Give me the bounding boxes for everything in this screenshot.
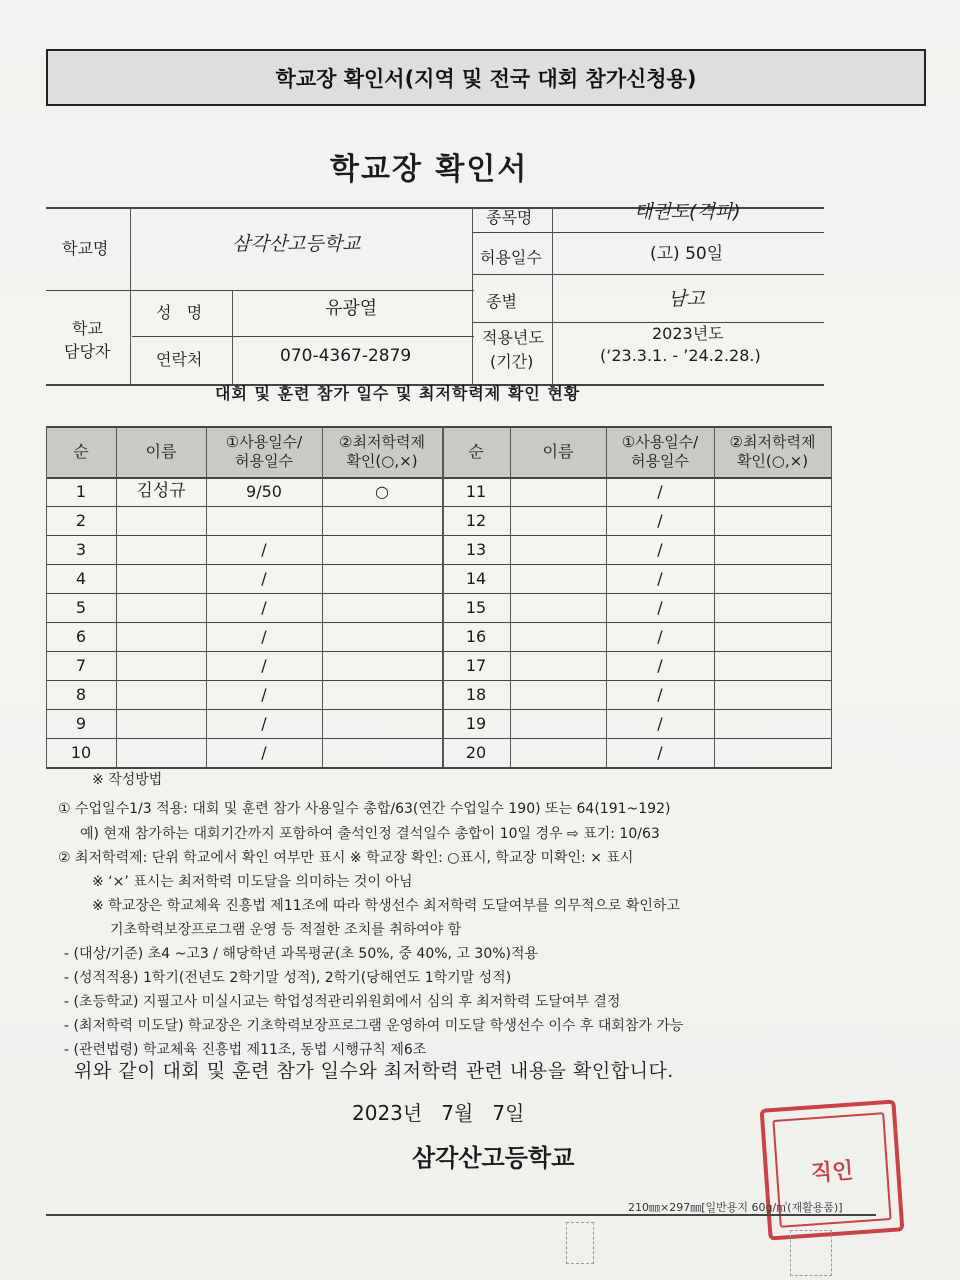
table-cell-days: / bbox=[657, 482, 663, 501]
table-cell-confirm bbox=[714, 739, 831, 767]
table-cell-confirm bbox=[322, 710, 442, 738]
section-title: 대회 및 훈련 참가 일수 및 최저학력제 확인 현황 bbox=[215, 384, 581, 403]
table-cell-name bbox=[116, 739, 206, 767]
year-label-2: (기간) bbox=[490, 352, 534, 371]
table-cell-no: 11 bbox=[465, 482, 487, 501]
table-cell-confirm bbox=[714, 710, 831, 738]
table-cell-days: / bbox=[657, 743, 663, 762]
manager-label-2: 담당자 bbox=[64, 342, 111, 361]
signature-school-name: 삼각산고등학교 bbox=[412, 1144, 575, 1172]
col-header-name: 이름 bbox=[145, 442, 177, 461]
col-header-days bbox=[206, 427, 322, 477]
table-cell-name bbox=[510, 652, 606, 680]
allowed-days-label: 허용일수 bbox=[480, 248, 542, 267]
table-cell-no: 8 bbox=[75, 685, 87, 704]
table-cell-days: / bbox=[261, 569, 267, 588]
table-cell-confirm bbox=[322, 681, 442, 709]
note-line: - (최저학력 미도달) 학교장은 기초학력보장프로그램 운영하여 미도달 학생선수 이수 후 대회참가 가능 bbox=[64, 1018, 684, 1034]
school-name: 삼각산고등학교 bbox=[232, 233, 361, 255]
table-cell-days: / bbox=[657, 569, 663, 588]
table-cell-confirm bbox=[714, 478, 831, 506]
col-header-days-right-line1: ①사용일수/ bbox=[621, 433, 699, 452]
note-line: ※ ‘×’ 표시는 최저학력 미도달을 의미하는 것이 아님 bbox=[92, 874, 413, 890]
table-cell-days: / bbox=[261, 598, 267, 617]
table-cell-days: / bbox=[261, 540, 267, 559]
table-cell-no: 13 bbox=[465, 540, 487, 559]
table-cell-confirm bbox=[714, 565, 831, 593]
category-label: 종별 bbox=[486, 292, 517, 311]
table-cell-days: / bbox=[657, 685, 663, 704]
table-cell-confirm bbox=[714, 652, 831, 680]
table-cell-name bbox=[116, 652, 206, 680]
table-cell-days: / bbox=[261, 685, 267, 704]
table-cell-no: 10 bbox=[70, 743, 92, 762]
note-line: 기초학력보장프로그램 운영 등 적절한 조치를 취하여야 함 bbox=[110, 922, 462, 938]
contact-value: 070-4367-2879 bbox=[280, 346, 412, 366]
col-header-days-right-line2: 허용일수 bbox=[631, 452, 689, 470]
note-line: - (관련법령) 학교체육 진흥법 제11조, 동법 시행규칙 제6조 bbox=[64, 1042, 427, 1058]
col-header-no-right: 순 bbox=[468, 442, 484, 461]
table-cell-name bbox=[116, 507, 206, 535]
col-header-academic bbox=[322, 427, 442, 477]
table-cell-no: 3 bbox=[75, 540, 87, 559]
table-cell-no: 5 bbox=[75, 598, 87, 617]
table-cell-name bbox=[510, 536, 606, 564]
table-cell-confirm bbox=[322, 536, 442, 564]
table-cell-days: / bbox=[261, 627, 267, 646]
note-line: ※ 작성방법 bbox=[92, 772, 163, 788]
table-cell-name bbox=[510, 623, 606, 651]
table-cell-days: / bbox=[657, 656, 663, 675]
table-cell-confirm bbox=[322, 739, 442, 767]
table-cell-confirm bbox=[714, 594, 831, 622]
table-cell-confirm bbox=[714, 536, 831, 564]
table-cell-confirm bbox=[714, 681, 831, 709]
table-cell-name bbox=[510, 681, 606, 709]
sport-value: 태권도(격파) bbox=[634, 201, 741, 223]
table-cell-name bbox=[510, 710, 606, 738]
table-cell-days: / bbox=[261, 714, 267, 733]
table-cell-no: 17 bbox=[465, 656, 487, 675]
note-line: - (대상/기준) 초4 ~고3 / 해당학년 과목평균(초 50%, 중 40%, 고 30%)적용 bbox=[64, 946, 539, 962]
table-cell-no: 16 bbox=[465, 627, 487, 646]
table-cell-name: 김성규 bbox=[136, 481, 186, 502]
table-cell-no: 7 bbox=[75, 656, 87, 675]
table-cell-no: 18 bbox=[465, 685, 487, 704]
confirmation-sentence: 위와 같이 대회 및 훈련 참가 일수와 최저학력 관련 내용을 확인합니다. bbox=[74, 1060, 674, 1082]
table-cell-name bbox=[116, 594, 206, 622]
table-cell-days bbox=[206, 507, 322, 535]
table-cell-no: 2 bbox=[75, 511, 87, 530]
col-header-days-line2: 허용일수 bbox=[235, 452, 293, 470]
table-cell-no: 9 bbox=[75, 714, 87, 733]
note-line: - (성적적용) 1학기(전년도 2학기말 성적), 2학기(당해연도 1학기말 성적) bbox=[64, 970, 512, 986]
table-cell-confirm bbox=[322, 507, 442, 535]
header-box-title: 학교장 확인서(지역 및 전국 대회 참가신청용) bbox=[46, 49, 926, 106]
note-line: 예) 현재 참가하는 대회기간까지 포함하여 출석인정 결석일수 총합이 10일 경우 ⇨ 표기: 10/63 bbox=[80, 826, 660, 842]
table-cell-no: 1 bbox=[75, 482, 87, 501]
table-cell-name bbox=[510, 478, 606, 506]
table-cell-confirm bbox=[322, 565, 442, 593]
period-value: (‘23.3.1. - ’24.2.28.) bbox=[600, 346, 761, 365]
table-cell-days: / bbox=[261, 743, 267, 762]
document-title: 학교장 확인서 bbox=[330, 152, 529, 187]
table-cell-days: 9/50 bbox=[246, 482, 282, 501]
col-header-no: 순 bbox=[73, 442, 89, 461]
official-seal-stamp bbox=[760, 1099, 905, 1240]
punch-guide-box bbox=[566, 1222, 594, 1264]
seal-text: 직인 bbox=[810, 1158, 855, 1186]
table-cell-days: / bbox=[657, 511, 663, 530]
table-cell-name bbox=[116, 623, 206, 651]
table-cell-confirm bbox=[714, 507, 831, 535]
manager-label-1: 학교 bbox=[72, 319, 103, 338]
table-cell-confirm bbox=[322, 594, 442, 622]
name-label: 성 명 bbox=[156, 303, 203, 322]
sport-label: 종목명 bbox=[486, 208, 533, 227]
note-line: ① 수업일수1/3 적용: 대회 및 훈련 참가 사용일수 총합/63(연간 수업일수 190) 또는 64(191~192) bbox=[58, 801, 671, 817]
table-cell-name bbox=[116, 710, 206, 738]
col-header-days-right bbox=[606, 427, 714, 477]
table-cell-no: 20 bbox=[465, 743, 487, 762]
table-cell-no: 14 bbox=[465, 569, 487, 588]
table-cell-no: 4 bbox=[75, 569, 87, 588]
col-header-academic-line2: 확인(○,×) bbox=[346, 452, 418, 470]
table-cell-name bbox=[510, 507, 606, 535]
table-cell-confirm: ○ bbox=[375, 482, 389, 501]
col-header-academic-line1: ②최저학력제 bbox=[339, 433, 425, 452]
table-cell-days: / bbox=[657, 598, 663, 617]
issue-date: 2023년 7월 7일 bbox=[352, 1101, 525, 1125]
col-header-academic-right-line1: ②최저학력제 bbox=[729, 433, 816, 452]
paper-spec: 210㎜×297㎜[일반용지 60g/㎡(재활용품)] bbox=[628, 1201, 843, 1214]
table-cell-days: / bbox=[261, 656, 267, 675]
allowed-days-value: (고) 50일 bbox=[650, 244, 724, 264]
school-label: 학교명 bbox=[62, 239, 109, 258]
col-header-name-right: 이름 bbox=[542, 442, 574, 461]
category-value: 남고 bbox=[668, 288, 705, 310]
col-header-academic-right-line2: 확인(○,×) bbox=[736, 452, 809, 470]
table-cell-name bbox=[510, 739, 606, 767]
table-cell-confirm bbox=[322, 652, 442, 680]
note-line: - (초등학교) 지필고사 미실시교는 학업성적관리위원회에서 심의 후 최저학력 도달여부 결정 bbox=[64, 994, 621, 1010]
table-cell-no: 15 bbox=[465, 598, 487, 617]
year-value: 2023년도 bbox=[652, 324, 724, 343]
table-cell-no: 6 bbox=[75, 627, 87, 646]
manager-name: 유광열 bbox=[325, 298, 378, 319]
table-cell-name bbox=[510, 565, 606, 593]
table-cell-no: 19 bbox=[465, 714, 487, 733]
punch-guide-box bbox=[790, 1230, 832, 1276]
table-cell-no: 12 bbox=[465, 511, 487, 530]
table-cell-days: / bbox=[657, 627, 663, 646]
year-label-1: 적용년도 bbox=[482, 328, 544, 347]
table-cell-confirm bbox=[714, 623, 831, 651]
table-cell-name bbox=[116, 681, 206, 709]
table-cell-name bbox=[116, 565, 206, 593]
table-cell-days: / bbox=[657, 540, 663, 559]
col-header-days-line1: ①사용일수/ bbox=[225, 433, 303, 452]
table-cell-name bbox=[116, 536, 206, 564]
table-cell-days: / bbox=[657, 714, 663, 733]
note-line: ※ 학교장은 학교체육 진흥법 제11조에 따라 학생선수 최저학력 도달여부를 의무적으로 확인하고 bbox=[92, 898, 680, 914]
col-header-academic-right bbox=[714, 427, 831, 477]
table-cell-name bbox=[510, 594, 606, 622]
table-cell-confirm bbox=[322, 623, 442, 651]
contact-label: 연락처 bbox=[156, 350, 203, 369]
note-line: ② 최저학력제: 단위 학교에서 확인 여부만 표시 ※ 학교장 확인: ○표시, 학교장 미확인: × 표시 bbox=[58, 850, 634, 866]
